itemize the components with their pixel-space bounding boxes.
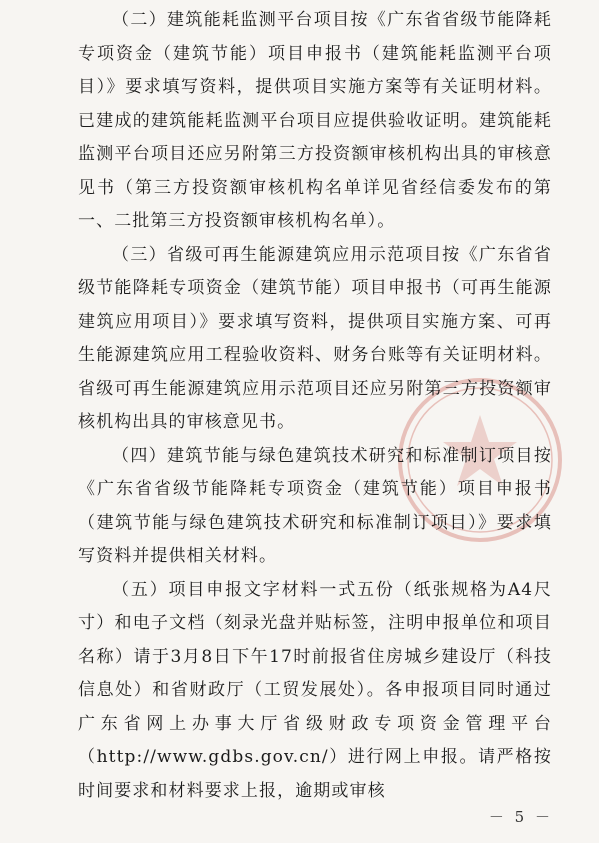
paragraph-5: （五）项目申报文字材料一式五份（纸张规格为A4尺寸）和电子文档（刻录光盘并贴标签，注明申报单位和项目名称）请于3月8日下午17时前报省住房城乡建设厅（科技信息处）和省财政厅（工贸发展处）。各申报项目同时通过广东省网上办事大厅省级财政专项资金管理平台（http://www.gdbs.gov.cn/）进行网上申报。请严格按时间要求和材料要求上报，逾期或审核 bbox=[78, 579, 552, 801]
page-number: － 5 － bbox=[488, 808, 553, 826]
body-text bbox=[78, 4, 552, 808]
paragraph-4: （四）建筑节能与绿色建筑技术研究和标准制订项目按《广东省省级节能降耗专项资金（建筑节能）项目申报书（建筑节能与绿色建筑技术研究和标准制订项目）》要求填写资料并提供相关材料。 bbox=[78, 445, 552, 566]
paragraph-3: （三）省级可再生能源建筑应用示范项目按《广东省省级节能降耗专项资金（建筑节能）项目申报书（可再生能源建筑应用项目）》要求填写资料，提供项目实施方案、可再生能源建筑应用工程验收资料、财务台账等有关证明材料。省级可再生能源建筑应用示范项目还应另附第三方投资额审核机构出具的审核意见书。 bbox=[78, 244, 552, 432]
paragraph-2: （二）建筑能耗监测平台项目按《广东省省级节能降耗专项资金（建筑节能）项目申报书（建筑能耗监测平台项目）》要求填写资料，提供项目实施方案等有关证明材料。已建成的建筑能耗监测平台项目应提供验收证明。建筑能耗监测平台项目还应另附第三方投资额审核机构出具的审核意见书（第三方投资额审核机构名单详见省经信委发布的第一、二批第三方投资额审核机构名单）。 bbox=[78, 10, 552, 231]
